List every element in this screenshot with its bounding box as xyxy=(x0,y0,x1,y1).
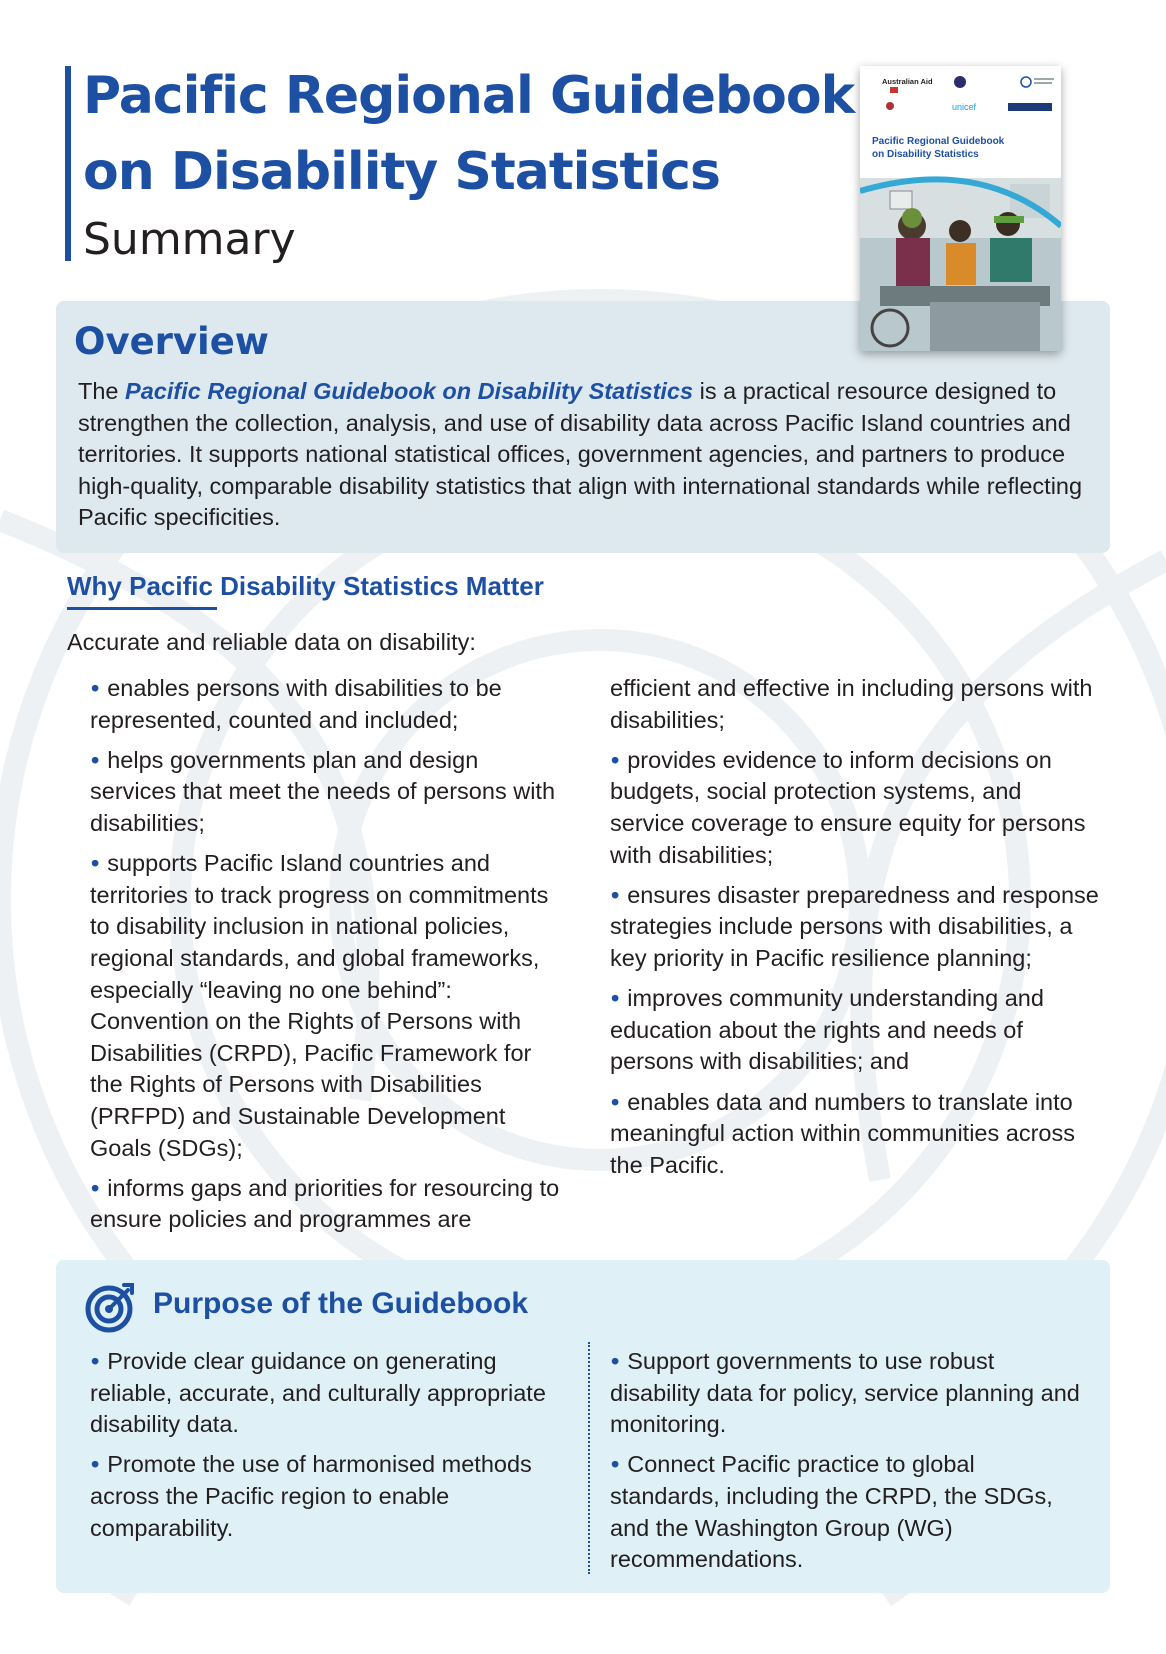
unicef-logo: unicef xyxy=(952,102,977,112)
list-item: • improves community understanding and education about the rights and needs of persons with disabilities; and xyxy=(610,985,1044,1075)
australian-aid-logo: Australian Aid xyxy=(882,77,933,86)
page-title-line-1: Pacific Regional Guidebook xyxy=(83,66,855,126)
list-item-continuation: efficient and effective in including persons with disabilities; xyxy=(610,675,1093,733)
title-accent-bar xyxy=(65,66,71,261)
list-item: • Provide clear guidance on generating reliable, accurate, and culturally appropriate disability data. xyxy=(90,1348,546,1438)
partner-logo-icon xyxy=(954,76,966,88)
list-item: • ensures disaster preparedness and response strategies include persons with disabilities, a key priority in Pacific resilience planning; xyxy=(610,881,1099,971)
kangaroo-icon xyxy=(890,87,898,93)
bullet-icon: • xyxy=(91,746,100,773)
cover-title-line-1: Pacific Regional Guidebook xyxy=(872,136,1005,147)
bullet-icon: • xyxy=(611,1088,620,1115)
overview-heading: Overview xyxy=(74,320,269,363)
purpose-list-left xyxy=(90,1346,576,1553)
list-item: • enables data and numbers to translate into meaningful action within communities across the Pacific. xyxy=(610,1088,1075,1178)
bullet-icon: • xyxy=(91,1174,100,1201)
column-divider xyxy=(588,1342,590,1574)
list-item: • supports Pacific Island countries and territories to track progress on commitments to disability inclusion in national policies, regional standards, and global frameworks, especially “leaving no one behind”: Convention on the Rights of Persons with Disabilities (CRPD), Pacific Framework for the Rights of Persons with Disabilities (PRFPD) and Sustainable Development Goals (SDGs); xyxy=(90,850,549,1161)
list-item: • Support governments to use robust disability data for policy, service planning and monitoring. xyxy=(610,1348,1080,1438)
disability-forum-logo-icon xyxy=(886,102,894,110)
bullet-icon: • xyxy=(91,1348,100,1374)
university-logo-icon xyxy=(1008,103,1052,111)
list-item: • provides evidence to inform decisions on budgets, social protection systems, and service coverage to ensure equity for persons with disabilities; xyxy=(610,746,1086,868)
bullet-icon: • xyxy=(91,675,100,701)
purpose-list-right xyxy=(610,1346,1090,1584)
purpose-heading: Purpose of the Guidebook xyxy=(153,1287,529,1320)
bullet-icon: • xyxy=(611,985,620,1012)
list-item: • Promote the use of harmonised methods across the Pacific region to enable comparability. xyxy=(90,1451,532,1541)
heading-underline xyxy=(67,607,217,610)
guidebook-title-emphasis: Pacific Regional Guidebook on Disability Statistics xyxy=(125,378,694,404)
why-intro-text: Accurate and reliable data on disability: xyxy=(67,629,476,655)
title-block xyxy=(83,58,855,268)
bullet-icon: • xyxy=(611,746,620,773)
page-title-line-2: on Disability Statistics xyxy=(83,142,720,202)
bullet-icon: • xyxy=(91,850,100,877)
why-section-heading: Why Pacific Disability Statistics Matter xyxy=(67,571,544,601)
bullet-icon: • xyxy=(611,1451,620,1478)
overview-text-start: The xyxy=(78,378,126,404)
overview-text xyxy=(78,376,1088,534)
guidebook-cover-image xyxy=(860,66,1061,351)
target-icon xyxy=(84,1280,138,1334)
bullet-icon: • xyxy=(611,881,620,908)
why-list-right xyxy=(610,673,1100,1190)
list-item: • enables persons with disabilities to be represented, counted and included; xyxy=(90,675,502,733)
cover-title-line-2: on Disability Statistics xyxy=(872,149,979,160)
page-subtitle: Summary xyxy=(83,214,296,265)
why-list-left xyxy=(90,673,570,1244)
list-item: • Connect Pacific practice to global standards, including the CRPD, the SDGs, and the Washington Group (WG) recommendations. xyxy=(610,1451,1053,1573)
bullet-icon: • xyxy=(611,1348,620,1374)
bullet-icon: • xyxy=(91,1451,100,1478)
list-item: • helps governments plan and design services that meet the needs of persons with disabilities; xyxy=(90,746,556,836)
overview-text-rest: is a practical resource designed to strengthen the collection, analysis, and use of disability data across Pacific Island countries and territories. It supports national statistical offices, government agencies, and partners to produce high-quality, comparable disability statistics that align with international standards while reflecting Pacific specificities. xyxy=(78,378,1083,531)
list-item: • informs gaps and priorities for resourcing to ensure policies and programmes are xyxy=(90,1174,560,1233)
